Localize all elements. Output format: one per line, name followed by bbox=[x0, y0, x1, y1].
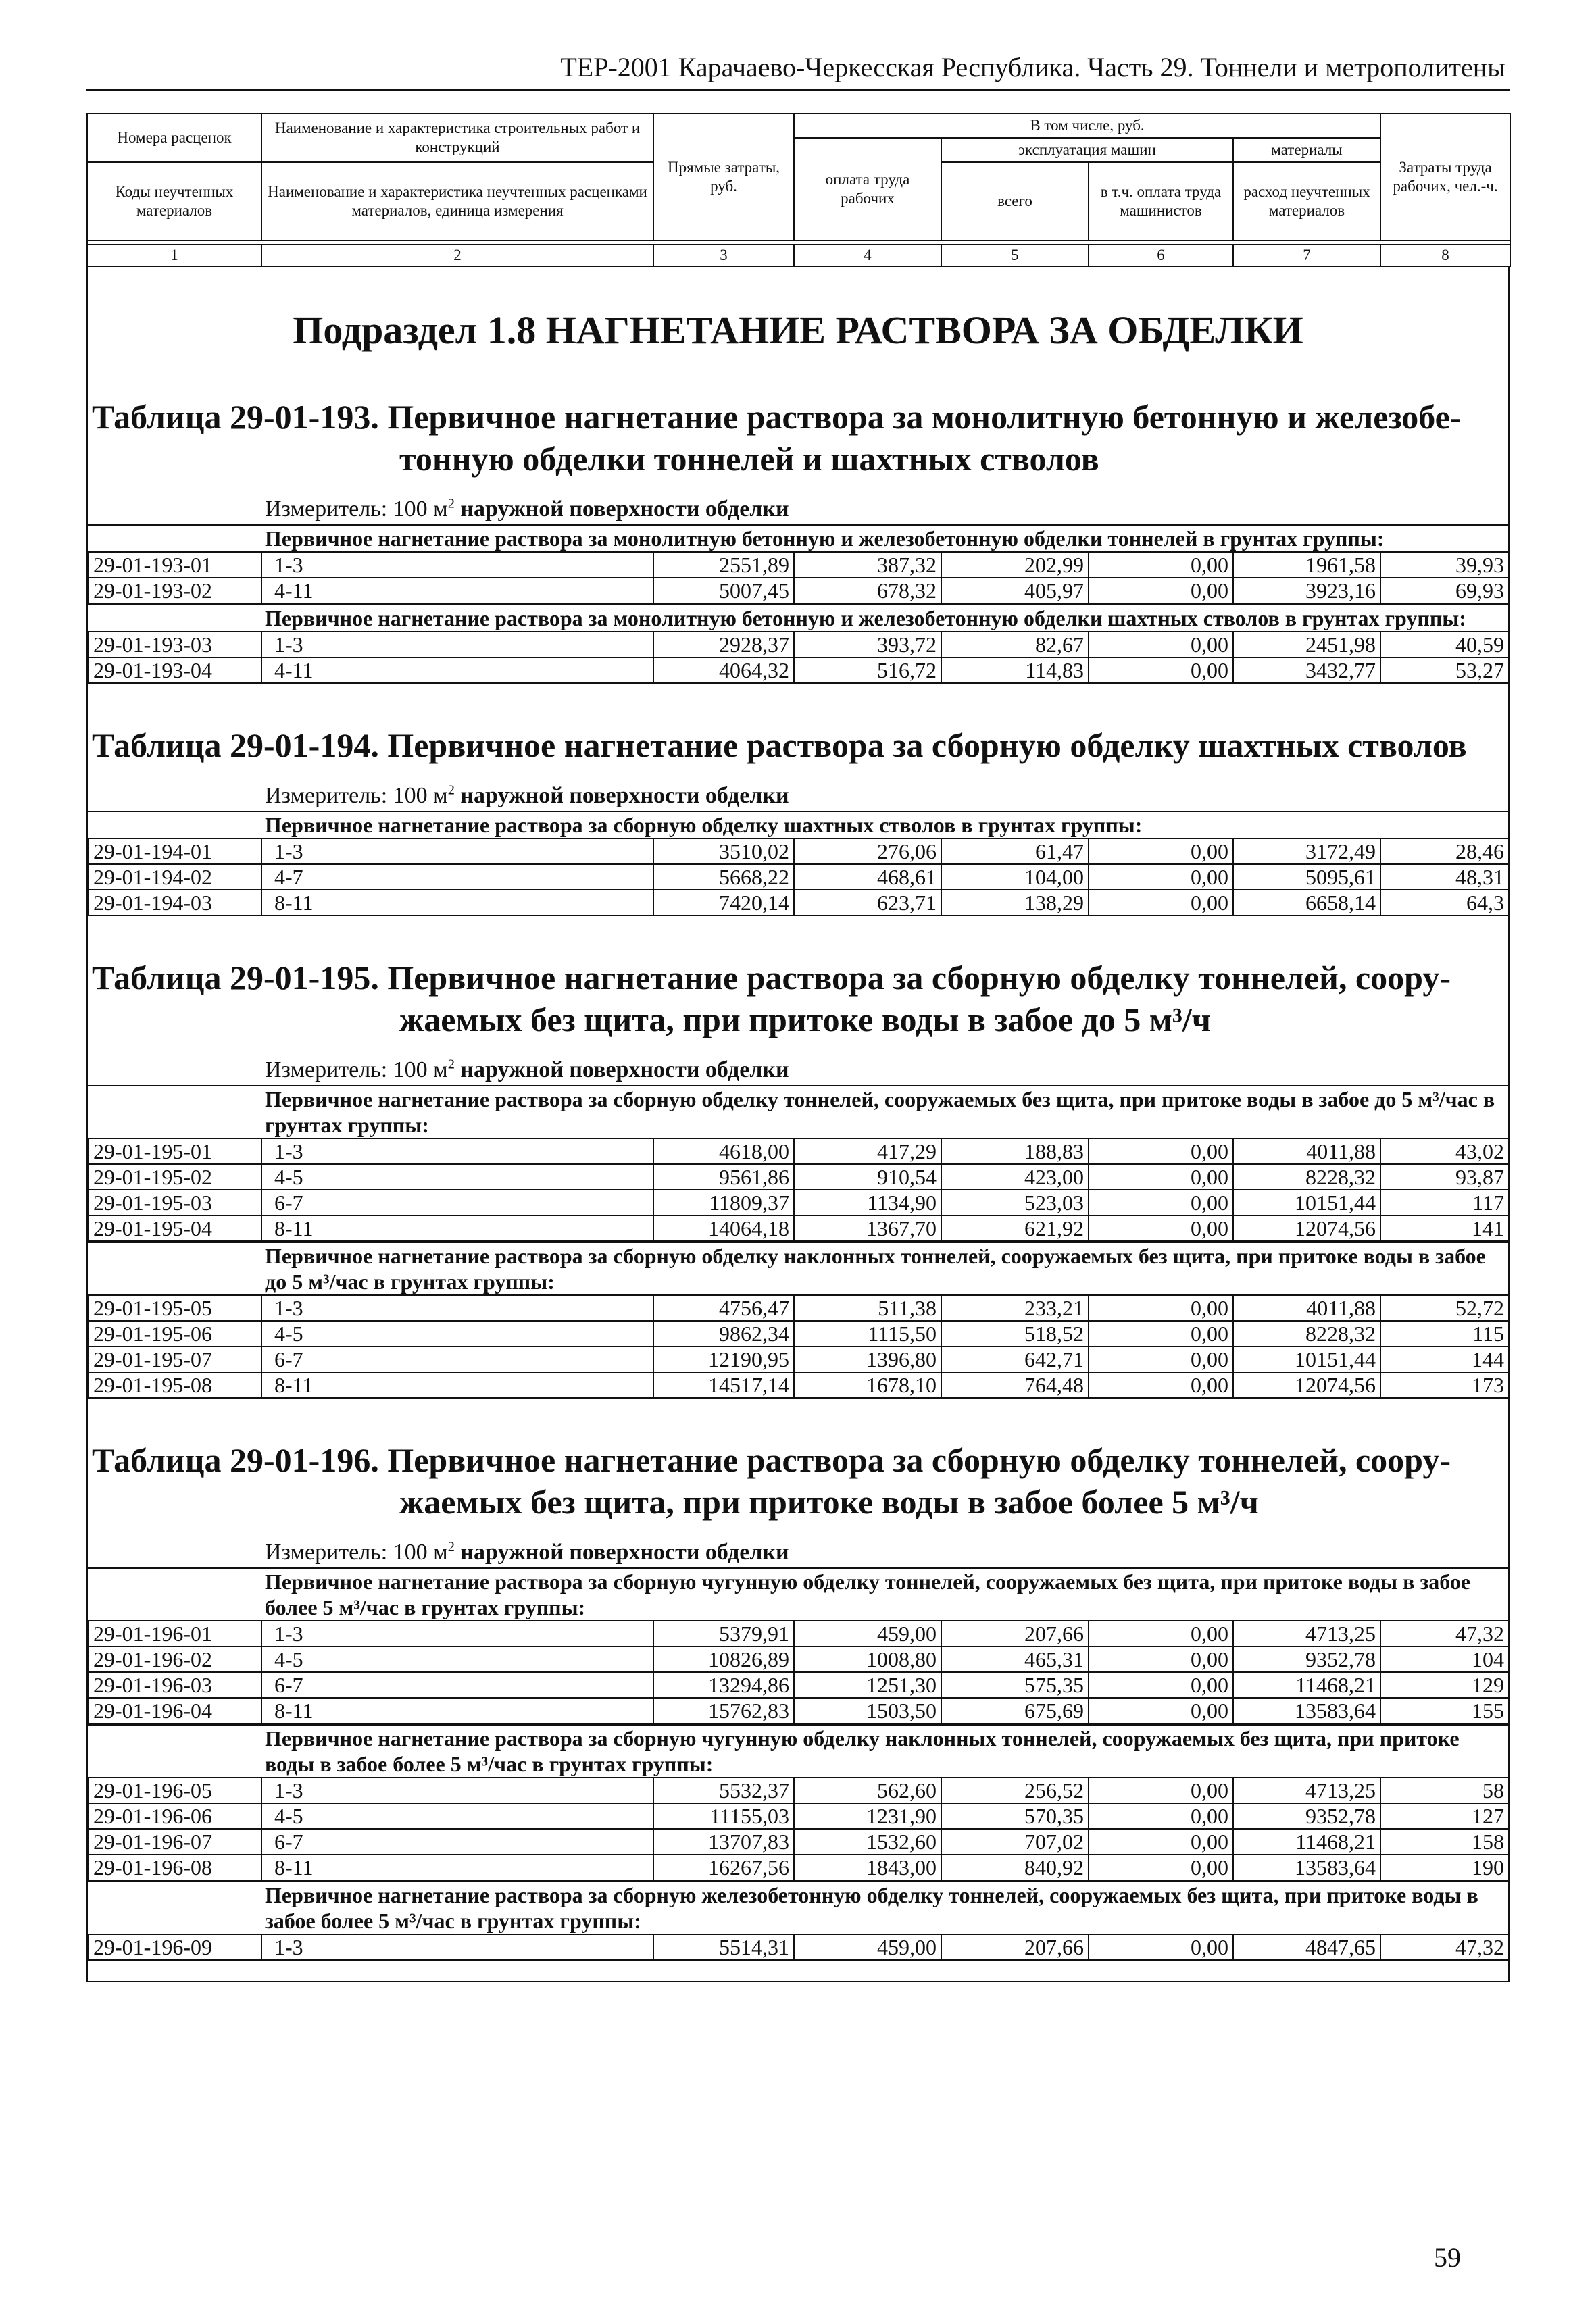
cell-soil-group: 1-3 bbox=[261, 1295, 653, 1321]
table-gap bbox=[88, 916, 1508, 957]
cell-soil-group: 4-11 bbox=[261, 578, 653, 603]
cell-direct-costs: 2928,37 bbox=[653, 632, 794, 657]
cell-rate-code: 29-01-196-01 bbox=[89, 1621, 261, 1646]
cell-rate-code: 29-01-196-03 bbox=[89, 1672, 261, 1698]
unit-suffix: наружной поверхности обделки bbox=[454, 783, 789, 808]
cell-rate-code: 29-01-196-07 bbox=[89, 1829, 261, 1855]
cell-machines-total: 764,48 bbox=[941, 1372, 1089, 1398]
cell-labor-costs: 43,02 bbox=[1380, 1138, 1509, 1164]
column-number: 5 bbox=[941, 245, 1089, 266]
table-row bbox=[89, 838, 1509, 864]
cell-rate-code: 29-01-194-01 bbox=[89, 838, 261, 864]
group-title: Первичное нагнетание раствора за сборную чугунную обделку тоннелей, сооружаемых без щита, при притоке воды в забое более 5 м³/час в грунтах группы: bbox=[88, 1567, 1508, 1620]
table-code: Таблица 29-01-193. bbox=[92, 398, 379, 436]
cell-labor-costs: 158 bbox=[1380, 1829, 1509, 1855]
cell-rate-code: 29-01-196-05 bbox=[89, 1778, 261, 1803]
cell-machinist-wages: 0,00 bbox=[1089, 1778, 1233, 1803]
unit-prefix: Измеритель: 100 м bbox=[265, 497, 448, 522]
cell-rate-code: 29-01-193-04 bbox=[89, 657, 261, 683]
cell-machines-total: 570,35 bbox=[941, 1803, 1089, 1829]
cell-materials-use: 3923,16 bbox=[1233, 578, 1380, 603]
cell-direct-costs: 12190,95 bbox=[653, 1347, 794, 1372]
subsection-title: Подраздел 1.8 НАГНЕТАНИЕ РАСТВОРА ЗА ОБДЕЛКИ bbox=[293, 308, 1303, 352]
cell-direct-costs: 5007,45 bbox=[653, 578, 794, 603]
cell-rate-code: 29-01-195-07 bbox=[89, 1347, 261, 1372]
header-in-total: В том числе, руб. bbox=[794, 114, 1380, 138]
cell-soil-group: 1-3 bbox=[261, 1934, 653, 1960]
group-title: Первичное нагнетание раствора за сборную обделку шахтных стволов в грунтах группы: bbox=[88, 811, 1508, 838]
cell-direct-costs: 13707,83 bbox=[653, 1829, 794, 1855]
table-title-line1: Первичное нагнетание раствора за сборную обделку тоннелей, соору- bbox=[387, 959, 1451, 997]
group-title: Первичное нагнетание раствора за сборную чугунную обделку наклонных тоннелей, сооружаемых без щита, при притоке воды в забое более 5 м³/час в грунтах группы: bbox=[88, 1724, 1508, 1777]
cell-worker-wages: 459,00 bbox=[794, 1621, 941, 1646]
unit-suffix: наружной поверхности обделки bbox=[454, 1540, 789, 1565]
cell-materials-use: 9352,78 bbox=[1233, 1803, 1380, 1829]
column-number: 2 bbox=[261, 245, 653, 266]
cell-soil-group: 1-3 bbox=[261, 1778, 653, 1803]
table-row bbox=[89, 1215, 1509, 1241]
cell-labor-costs: 127 bbox=[1380, 1803, 1509, 1829]
cell-soil-group: 4-5 bbox=[261, 1646, 653, 1672]
table-title-line1: Первичное нагнетание раствора за сборную обделку тоннелей, соору- bbox=[387, 1441, 1451, 1479]
cell-rate-code: 29-01-195-06 bbox=[89, 1321, 261, 1347]
cell-direct-costs: 7420,14 bbox=[653, 890, 794, 915]
page-number: 59 bbox=[1434, 2242, 1461, 2273]
cell-materials-use: 5095,61 bbox=[1233, 864, 1380, 890]
table-row bbox=[89, 1646, 1509, 1672]
cell-materials-use: 11468,21 bbox=[1233, 1672, 1380, 1698]
cell-machinist-wages: 0,00 bbox=[1089, 657, 1233, 683]
cell-direct-costs: 4756,47 bbox=[653, 1295, 794, 1321]
table-row bbox=[89, 1190, 1509, 1215]
price-table bbox=[88, 1934, 1510, 1961]
table-title-line2: жаемых без щита, при притоке воды в забое более 5 м³/ч bbox=[399, 1483, 1259, 1521]
cell-direct-costs: 9561,86 bbox=[653, 1164, 794, 1190]
cell-materials-use: 10151,44 bbox=[1233, 1190, 1380, 1215]
cell-rate-code: 29-01-195-03 bbox=[89, 1190, 261, 1215]
header-work-name: Наименование и характеристика строительных работ и конструкций bbox=[261, 114, 653, 162]
cell-machinist-wages: 0,00 bbox=[1089, 1190, 1233, 1215]
cell-worker-wages: 417,29 bbox=[794, 1138, 941, 1164]
table-gap bbox=[88, 1399, 1508, 1439]
cell-machines-total: 61,47 bbox=[941, 838, 1089, 864]
cell-materials-use: 9352,78 bbox=[1233, 1646, 1380, 1672]
cell-soil-group: 4-5 bbox=[261, 1321, 653, 1347]
cell-materials-use: 4713,25 bbox=[1233, 1778, 1380, 1803]
cell-machines-total: 840,92 bbox=[941, 1855, 1089, 1880]
table-title bbox=[88, 957, 1508, 1040]
cell-machinist-wages: 0,00 bbox=[1089, 632, 1233, 657]
cell-labor-costs: 47,32 bbox=[1380, 1934, 1509, 1960]
cell-worker-wages: 1503,50 bbox=[794, 1698, 941, 1724]
cell-machinist-wages: 0,00 bbox=[1089, 1295, 1233, 1321]
cell-worker-wages: 1843,00 bbox=[794, 1855, 941, 1880]
cell-worker-wages: 393,72 bbox=[794, 632, 941, 657]
cell-labor-costs: 104 bbox=[1380, 1646, 1509, 1672]
column-number: 1 bbox=[87, 245, 261, 266]
cell-machinist-wages: 0,00 bbox=[1089, 1803, 1233, 1829]
cell-labor-costs: 58 bbox=[1380, 1778, 1509, 1803]
cell-soil-group: 8-11 bbox=[261, 1215, 653, 1241]
cell-worker-wages: 511,38 bbox=[794, 1295, 941, 1321]
cell-worker-wages: 910,54 bbox=[794, 1164, 941, 1190]
cell-direct-costs: 13294,86 bbox=[653, 1672, 794, 1698]
cell-materials-use: 2451,98 bbox=[1233, 632, 1380, 657]
cell-direct-costs: 5379,91 bbox=[653, 1621, 794, 1646]
header-machines-wages: в т.ч. оплата труда машинистов bbox=[1089, 162, 1233, 241]
table-unit bbox=[88, 1055, 1508, 1085]
cell-rate-code: 29-01-196-08 bbox=[89, 1855, 261, 1880]
header-machines-total: всего bbox=[941, 162, 1089, 241]
cell-worker-wages: 1678,10 bbox=[794, 1372, 941, 1398]
cell-machinist-wages: 0,00 bbox=[1089, 578, 1233, 603]
cell-materials-use: 1961,58 bbox=[1233, 552, 1380, 578]
cell-labor-costs: 93,87 bbox=[1380, 1164, 1509, 1190]
cell-machines-total: 518,52 bbox=[941, 1321, 1089, 1347]
group-title: Первичное нагнетание раствора за сборную обделку тоннелей, сооружаемых без щита, при притоке воды в забое до 5 м³/час в грунтах группы: bbox=[88, 1085, 1508, 1138]
table-title-line1: Первичное нагнетание раствора за сборную обделку шахтных стволов bbox=[387, 726, 1467, 764]
cell-direct-costs: 9862,34 bbox=[653, 1321, 794, 1347]
cell-soil-group: 4-11 bbox=[261, 657, 653, 683]
cell-materials-use: 6658,14 bbox=[1233, 890, 1380, 915]
cell-materials-use: 4713,25 bbox=[1233, 1621, 1380, 1646]
cell-rate-code: 29-01-195-05 bbox=[89, 1295, 261, 1321]
cell-machinist-wages: 0,00 bbox=[1089, 1321, 1233, 1347]
cell-machinist-wages: 0,00 bbox=[1089, 552, 1233, 578]
cell-direct-costs: 16267,56 bbox=[653, 1855, 794, 1880]
column-number: 3 bbox=[653, 245, 794, 266]
group-title: Первичное нагнетание раствора за сборную обделку наклонных тоннелей, сооружаемых без щита, при притоке воды в забое до 5 м³/час в грунтах группы: bbox=[88, 1242, 1508, 1294]
cell-materials-use: 12074,56 bbox=[1233, 1215, 1380, 1241]
header-direct-costs: Прямые затраты, руб. bbox=[653, 114, 794, 241]
cell-labor-costs: 155 bbox=[1380, 1698, 1509, 1724]
cell-labor-costs: 115 bbox=[1380, 1321, 1509, 1347]
cell-machines-total: 104,00 bbox=[941, 864, 1089, 890]
price-table bbox=[88, 551, 1510, 604]
cell-machinist-wages: 0,00 bbox=[1089, 1934, 1233, 1960]
cell-soil-group: 8-11 bbox=[261, 1372, 653, 1398]
table-title-line2: тонную обделки тоннелей и шахтных стволов bbox=[399, 440, 1099, 478]
price-table bbox=[88, 1138, 1510, 1242]
cell-labor-costs: 53,27 bbox=[1380, 657, 1509, 683]
table-title bbox=[88, 724, 1508, 766]
table-row bbox=[89, 1829, 1509, 1855]
cell-worker-wages: 1251,30 bbox=[794, 1672, 941, 1698]
cell-machines-total: 114,83 bbox=[941, 657, 1089, 683]
unit-suffix: наружной поверхности обделки bbox=[454, 497, 789, 522]
cell-worker-wages: 276,06 bbox=[794, 838, 941, 864]
cell-machines-total: 207,66 bbox=[941, 1621, 1089, 1646]
cell-machinist-wages: 0,00 bbox=[1089, 1698, 1233, 1724]
table-title bbox=[88, 1439, 1508, 1523]
column-number: 4 bbox=[794, 245, 941, 266]
column-header-table bbox=[86, 113, 1511, 267]
cell-machines-total: 707,02 bbox=[941, 1829, 1089, 1855]
table-code: Таблица 29-01-196. bbox=[92, 1441, 379, 1479]
table-row bbox=[89, 864, 1509, 890]
cell-soil-group: 6-7 bbox=[261, 1347, 653, 1372]
cell-soil-group: 8-11 bbox=[261, 1698, 653, 1724]
cell-soil-group: 1-3 bbox=[261, 552, 653, 578]
cell-worker-wages: 562,60 bbox=[794, 1778, 941, 1803]
cell-materials-use: 12074,56 bbox=[1233, 1372, 1380, 1398]
cell-machinist-wages: 0,00 bbox=[1089, 864, 1233, 890]
group-title: Первичное нагнетание раствора за сборную железобетонную обделку тоннелей, сооружаемых без щита, при притоке воды в забое более 5 м³/час в грунтах группы: bbox=[88, 1881, 1508, 1934]
table-code: Таблица 29-01-194. bbox=[92, 726, 379, 764]
cell-worker-wages: 1134,90 bbox=[794, 1190, 941, 1215]
cell-labor-costs: 39,93 bbox=[1380, 552, 1509, 578]
table-row bbox=[89, 632, 1509, 657]
table-row bbox=[89, 1138, 1509, 1164]
cell-soil-group: 6-7 bbox=[261, 1829, 653, 1855]
cell-soil-group: 8-11 bbox=[261, 1855, 653, 1880]
cell-labor-costs: 144 bbox=[1380, 1347, 1509, 1372]
cell-labor-costs: 117 bbox=[1380, 1190, 1509, 1215]
table-row bbox=[89, 1347, 1509, 1372]
cell-labor-costs: 69,93 bbox=[1380, 578, 1509, 603]
cell-worker-wages: 459,00 bbox=[794, 1934, 941, 1960]
table-row bbox=[89, 1934, 1509, 1960]
cell-rate-code: 29-01-196-09 bbox=[89, 1934, 261, 1960]
unit-superscript: 2 bbox=[447, 1057, 455, 1072]
cell-rate-code: 29-01-196-06 bbox=[89, 1803, 261, 1829]
cell-materials-use: 13583,64 bbox=[1233, 1855, 1380, 1880]
table-row bbox=[89, 657, 1509, 683]
cell-direct-costs: 4618,00 bbox=[653, 1138, 794, 1164]
cell-machinist-wages: 0,00 bbox=[1089, 838, 1233, 864]
cell-machinist-wages: 0,00 bbox=[1089, 1347, 1233, 1372]
header-labor: Затраты труда рабочих, чел.-ч. bbox=[1380, 114, 1510, 241]
cell-labor-costs: 47,32 bbox=[1380, 1621, 1509, 1646]
cell-direct-costs: 11155,03 bbox=[653, 1803, 794, 1829]
cell-machines-total: 465,31 bbox=[941, 1646, 1089, 1672]
cell-soil-group: 8-11 bbox=[261, 890, 653, 915]
header-material-names: Наименование и характеристика неучтенных расценками материалов, единица измерения bbox=[261, 162, 653, 241]
cell-rate-code: 29-01-195-01 bbox=[89, 1138, 261, 1164]
table-title-line2: жаемых без щита, при притоке воды в забое до 5 м³/ч bbox=[399, 1001, 1211, 1038]
cell-rate-code: 29-01-193-03 bbox=[89, 632, 261, 657]
table-unit bbox=[88, 495, 1508, 524]
cell-labor-costs: 141 bbox=[1380, 1215, 1509, 1241]
cell-worker-wages: 1008,80 bbox=[794, 1646, 941, 1672]
price-tables bbox=[86, 267, 1510, 1982]
unit-suffix: наружной поверхности обделки bbox=[454, 1057, 789, 1082]
cell-direct-costs: 4064,32 bbox=[653, 657, 794, 683]
column-number: 6 bbox=[1089, 245, 1233, 266]
cell-soil-group: 4-7 bbox=[261, 864, 653, 890]
cell-worker-wages: 387,32 bbox=[794, 552, 941, 578]
cell-rate-code: 29-01-194-03 bbox=[89, 890, 261, 915]
table-title-line1: Первичное нагнетание раствора за монолитную бетонную и железобе- bbox=[387, 398, 1462, 436]
cell-labor-costs: 190 bbox=[1380, 1855, 1509, 1880]
price-table bbox=[88, 1620, 1510, 1724]
cell-machines-total: 405,97 bbox=[941, 578, 1089, 603]
price-table bbox=[88, 838, 1510, 916]
bottom-gap bbox=[88, 1961, 1508, 1981]
cell-materials-use: 4847,65 bbox=[1233, 1934, 1380, 1960]
cell-machines-total: 202,99 bbox=[941, 552, 1089, 578]
table-row bbox=[89, 1855, 1509, 1880]
group-title: Первичное нагнетание раствора за монолитную бетонную и железобетонную обделки тоннелей в грунтах группы: bbox=[88, 524, 1508, 551]
cell-machines-total: 256,52 bbox=[941, 1778, 1089, 1803]
table-unit bbox=[88, 1538, 1508, 1567]
cell-machinist-wages: 0,00 bbox=[1089, 1672, 1233, 1698]
cell-rate-code: 29-01-195-04 bbox=[89, 1215, 261, 1241]
cell-machinist-wages: 0,00 bbox=[1089, 1829, 1233, 1855]
cell-soil-group: 4-5 bbox=[261, 1164, 653, 1190]
cell-machines-total: 621,92 bbox=[941, 1215, 1089, 1241]
header-materials-use: расход неучтенных материалов bbox=[1233, 162, 1380, 241]
column-number: 7 bbox=[1233, 245, 1380, 266]
table-row bbox=[89, 1803, 1509, 1829]
cell-direct-costs: 5668,22 bbox=[653, 864, 794, 890]
header-wages: оплата труда рабочих bbox=[794, 138, 941, 241]
table-row bbox=[89, 578, 1509, 603]
cell-worker-wages: 468,61 bbox=[794, 864, 941, 890]
table-row bbox=[89, 1372, 1509, 1398]
table-row bbox=[89, 890, 1509, 915]
cell-worker-wages: 516,72 bbox=[794, 657, 941, 683]
cell-rate-code: 29-01-195-02 bbox=[89, 1164, 261, 1190]
price-table bbox=[88, 631, 1510, 684]
cell-machinist-wages: 0,00 bbox=[1089, 1855, 1233, 1880]
cell-labor-costs: 40,59 bbox=[1380, 632, 1509, 657]
price-table bbox=[88, 1777, 1510, 1881]
cell-worker-wages: 1396,80 bbox=[794, 1347, 941, 1372]
cell-materials-use: 3432,77 bbox=[1233, 657, 1380, 683]
price-table bbox=[88, 1294, 1510, 1399]
cell-machines-total: 188,83 bbox=[941, 1138, 1089, 1164]
cell-worker-wages: 1367,70 bbox=[794, 1215, 941, 1241]
cell-machines-total: 138,29 bbox=[941, 890, 1089, 915]
cell-direct-costs: 5514,31 bbox=[653, 1934, 794, 1960]
cell-machines-total: 575,35 bbox=[941, 1672, 1089, 1698]
cell-machinist-wages: 0,00 bbox=[1089, 1646, 1233, 1672]
cell-rate-code: 29-01-196-02 bbox=[89, 1646, 261, 1672]
cell-direct-costs: 14517,14 bbox=[653, 1372, 794, 1398]
running-header: ТЕР-2001 Карачаево-Черкесская Республика. Часть 29. Тоннели и метрополитены bbox=[560, 52, 1505, 82]
cell-rate-code: 29-01-194-02 bbox=[89, 864, 261, 890]
cell-materials-use: 11468,21 bbox=[1233, 1829, 1380, 1855]
cell-soil-group: 1-3 bbox=[261, 838, 653, 864]
cell-machinist-wages: 0,00 bbox=[1089, 1215, 1233, 1241]
unit-prefix: Измеритель: 100 м bbox=[265, 1540, 448, 1565]
cell-machinist-wages: 0,00 bbox=[1089, 890, 1233, 915]
cell-machinist-wages: 0,00 bbox=[1089, 1138, 1233, 1164]
table-code: Таблица 29-01-195. bbox=[92, 959, 379, 997]
cell-machines-total: 642,71 bbox=[941, 1347, 1089, 1372]
table-row bbox=[89, 1778, 1509, 1803]
cell-machines-total: 207,66 bbox=[941, 1934, 1089, 1960]
cell-materials-use: 10151,44 bbox=[1233, 1347, 1380, 1372]
cell-machinist-wages: 0,00 bbox=[1089, 1372, 1233, 1398]
table-row bbox=[89, 1698, 1509, 1724]
cell-worker-wages: 1532,60 bbox=[794, 1829, 941, 1855]
cell-soil-group: 6-7 bbox=[261, 1190, 653, 1215]
cell-machines-total: 523,03 bbox=[941, 1190, 1089, 1215]
header-materials: материалы bbox=[1233, 138, 1380, 162]
cell-rate-code: 29-01-195-08 bbox=[89, 1372, 261, 1398]
cell-direct-costs: 15762,83 bbox=[653, 1698, 794, 1724]
table-row bbox=[89, 1164, 1509, 1190]
cell-labor-costs: 52,72 bbox=[1380, 1295, 1509, 1321]
cell-direct-costs: 14064,18 bbox=[653, 1215, 794, 1241]
group-title: Первичное нагнетание раствора за монолитную бетонную и железобетонную обделки шахтных стволов в грунтах группы: bbox=[88, 604, 1508, 631]
header-rates-number: Номера расценок bbox=[87, 114, 261, 162]
cell-materials-use: 4011,88 bbox=[1233, 1138, 1380, 1164]
cell-worker-wages: 1115,50 bbox=[794, 1321, 941, 1347]
cell-rate-code: 29-01-196-04 bbox=[89, 1698, 261, 1724]
table-unit bbox=[88, 781, 1508, 811]
unit-superscript: 2 bbox=[447, 1539, 455, 1555]
cell-labor-costs: 28,46 bbox=[1380, 838, 1509, 864]
cell-rate-code: 29-01-193-02 bbox=[89, 578, 261, 603]
table-title bbox=[88, 396, 1508, 480]
cell-worker-wages: 678,32 bbox=[794, 578, 941, 603]
cell-labor-costs: 64,3 bbox=[1380, 890, 1509, 915]
cell-labor-costs: 173 bbox=[1380, 1372, 1509, 1398]
unit-prefix: Измеритель: 100 м bbox=[265, 783, 448, 808]
cell-machinist-wages: 0,00 bbox=[1089, 1164, 1233, 1190]
cell-direct-costs: 2551,89 bbox=[653, 552, 794, 578]
cell-worker-wages: 623,71 bbox=[794, 890, 941, 915]
cell-labor-costs: 129 bbox=[1380, 1672, 1509, 1698]
cell-materials-use: 8228,32 bbox=[1233, 1321, 1380, 1347]
table-row bbox=[89, 1295, 1509, 1321]
cell-materials-use: 8228,32 bbox=[1233, 1164, 1380, 1190]
cell-rate-code: 29-01-193-01 bbox=[89, 552, 261, 578]
cell-materials-use: 13583,64 bbox=[1233, 1698, 1380, 1724]
cell-soil-group: 1-3 bbox=[261, 1621, 653, 1646]
unit-superscript: 2 bbox=[447, 782, 455, 798]
cell-labor-costs: 48,31 bbox=[1380, 864, 1509, 890]
cell-machinist-wages: 0,00 bbox=[1089, 1621, 1233, 1646]
cell-direct-costs: 11809,37 bbox=[653, 1190, 794, 1215]
cell-soil-group: 4-5 bbox=[261, 1803, 653, 1829]
document-page bbox=[86, 47, 1510, 1982]
table-row bbox=[89, 1672, 1509, 1698]
cell-materials-use: 4011,88 bbox=[1233, 1295, 1380, 1321]
unit-superscript: 2 bbox=[447, 496, 455, 511]
column-number: 8 bbox=[1380, 245, 1510, 266]
cell-machines-total: 675,69 bbox=[941, 1698, 1089, 1724]
header-machines: эксплуатация машин bbox=[941, 138, 1233, 162]
cell-machines-total: 233,21 bbox=[941, 1295, 1089, 1321]
cell-machines-total: 423,00 bbox=[941, 1164, 1089, 1190]
cell-soil-group: 1-3 bbox=[261, 1138, 653, 1164]
cell-worker-wages: 1231,90 bbox=[794, 1803, 941, 1829]
table-row bbox=[89, 552, 1509, 578]
cell-machines-total: 82,67 bbox=[941, 632, 1089, 657]
header-rule bbox=[86, 89, 1510, 91]
cell-materials-use: 3172,49 bbox=[1233, 838, 1380, 864]
table-row bbox=[89, 1621, 1509, 1646]
cell-soil-group: 1-3 bbox=[261, 632, 653, 657]
cell-direct-costs: 3510,02 bbox=[653, 838, 794, 864]
cell-direct-costs: 5532,37 bbox=[653, 1778, 794, 1803]
cell-direct-costs: 10826,89 bbox=[653, 1646, 794, 1672]
table-gap bbox=[88, 684, 1508, 724]
cell-soil-group: 6-7 bbox=[261, 1672, 653, 1698]
header-material-codes: Коды неучтенных материалов bbox=[87, 162, 261, 241]
table-row bbox=[89, 1321, 1509, 1347]
unit-prefix: Измеритель: 100 м bbox=[265, 1057, 448, 1082]
